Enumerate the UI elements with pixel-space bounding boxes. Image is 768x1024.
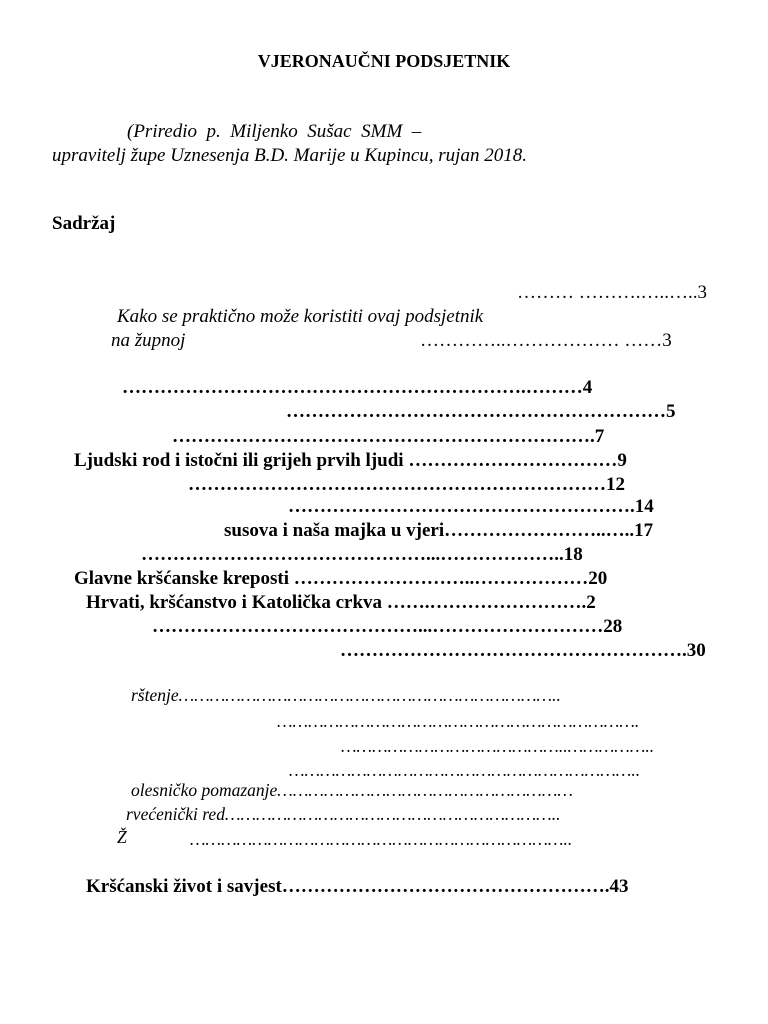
toc-entry: olesničko pomazanje………………………………………………… [131,780,573,800]
toc-entry: Kršćanski život i savjest…………………………………………….43 [86,876,629,897]
toc-entry: ………………………………………………………….. [289,760,641,780]
toc-entry: rštenje……………………………………………………………….. [131,685,561,705]
contents-heading: Sadržaj [52,213,116,234]
document-title: VJERONAUČNI PODSJETNIK [257,51,511,71]
toc-entry: na župnoj [111,330,186,351]
toc-entry: ………………………………………………………….7 [172,426,605,447]
toc-entry: ……………………………………………….14 [288,496,654,517]
toc-entry: …………..……………… ……3 [420,330,672,351]
toc-entry: Glavne kršćanske kreposti ………………………..………………20 [74,568,608,589]
toc-entry: Ž [117,827,127,847]
toc-entry: Hrvati, kršćanstvo i Katolička crkva …….…………………….2 [86,592,596,613]
toc-entry: susova i naša majka u vjeri……………………..…..17 [224,520,654,541]
toc-entry: ……………………………………………………………. [277,711,640,731]
toc-entry: ……… ……….…..…..3 [517,282,707,303]
toc-entry: ………………………………………...………………..18 [141,544,583,565]
toc-entry: rvećenički red……………………………………………………….. [126,804,561,824]
subtitle-line-2: upravitelj župe Uznesenja B.D. Marije u Kupincu, rujan 2018. [52,145,527,166]
toc-entry: ……………………………………………………………….. [190,829,573,849]
toc-entry: ……………………………………………………5 [286,401,676,422]
subtitle-line-1: (Priredio p. Miljenko Sušac SMM – [127,121,422,142]
toc-entry: ……………………………………...………………………28 [152,616,623,637]
toc-entry: ……………………………………………………….………4 [122,377,593,398]
toc-entry: …………………………………………………………12 [188,474,625,495]
toc-entry: ……………………………………..…………….. [341,736,655,756]
toc-entry: Ljudski rod i istočni ili grijeh prvih ljudi ……………………………9 [74,450,627,471]
toc-entry: ……………………………………………….30 [340,640,706,661]
toc-entry: Kako se praktično može koristiti ovaj podsjetnik [117,306,484,327]
